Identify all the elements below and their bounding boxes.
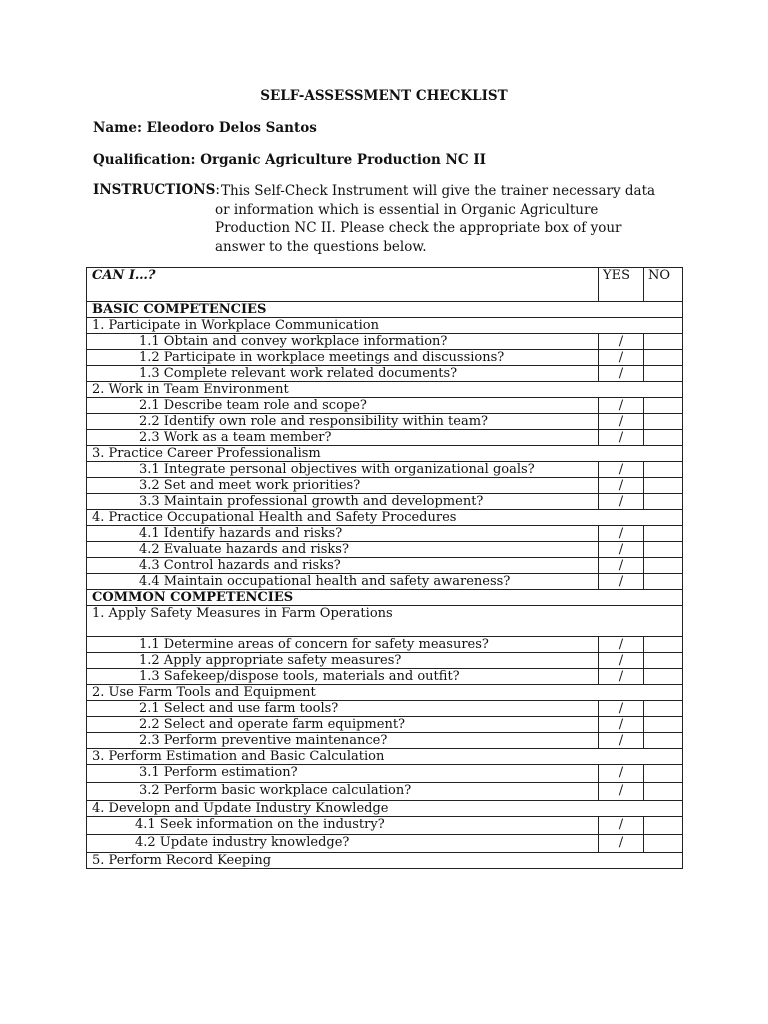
checklist-question: 2.3 Work as a team member? <box>87 430 599 446</box>
no-check-cell <box>644 817 683 835</box>
yes-check-cell: / <box>599 350 644 366</box>
header-yes: YES <box>599 268 644 302</box>
competency-title: 5. Perform Record Keeping <box>87 853 683 869</box>
checklist-question: 4.4 Maintain occupational health and safety awareness? <box>87 574 599 590</box>
yes-check-cell: / <box>599 783 644 801</box>
competency-title: 2. Work in Team Environment <box>87 382 683 398</box>
competency-title-row <box>87 853 683 869</box>
checklist-question: 4.2 Evaluate hazards and risks? <box>87 542 599 558</box>
checklist-table <box>86 267 683 869</box>
checklist-question: 3.2 Perform basic workplace calculation? <box>87 783 599 801</box>
checklist-item-row <box>87 414 683 430</box>
checklist-item-row <box>87 717 683 733</box>
checklist-question: 3.2 Set and meet work priorities? <box>87 478 599 494</box>
yes-check-cell: / <box>599 366 644 382</box>
checklist-item-row <box>87 653 683 669</box>
competency-title: 4. Developn and Update Industry Knowledge <box>87 801 683 817</box>
competency-title-row <box>87 606 683 637</box>
no-check-cell <box>644 717 683 733</box>
competency-title: 3. Practice Career Professionalism <box>87 446 683 462</box>
checklist-item-row <box>87 637 683 653</box>
instructions-first-line: This Self-Check Instrument will give the trainer necessary data <box>221 183 656 199</box>
checklist-item-row <box>87 817 683 835</box>
document-title: SELF-ASSESSMENT CHECKLIST <box>260 88 508 104</box>
checklist-item-row <box>87 701 683 717</box>
checklist-question: 1.2 Participate in workplace meetings and discussions? <box>87 350 599 366</box>
yes-check-cell: / <box>599 669 644 685</box>
checklist-question: 2.1 Describe team role and scope? <box>87 398 599 414</box>
competency-title-row <box>87 446 683 462</box>
name-line: Name: Eleodoro Delos Santos <box>93 120 317 136</box>
no-check-cell <box>644 526 683 542</box>
no-check-cell <box>644 653 683 669</box>
checklist-question: 4.1 Identify hazards and risks? <box>87 526 599 542</box>
competency-title-row <box>87 749 683 765</box>
yes-check-cell: / <box>599 334 644 350</box>
no-check-cell <box>644 733 683 749</box>
checklist-question: 3.1 Perform estimation? <box>87 765 599 783</box>
competency-title-row <box>87 382 683 398</box>
checklist-question: 4.3 Control hazards and risks? <box>87 558 599 574</box>
instructions-rest: or information which is essential in Organic Agriculture Production NC II. Please check the appropriate box of your answer to the questions below. <box>215 201 622 255</box>
checklist-item-row <box>87 669 683 685</box>
checklist-question: 2.2 Select and operate farm equipment? <box>87 717 599 733</box>
checklist-question: 3.1 Integrate personal objectives with organizational goals? <box>87 462 599 478</box>
yes-check-cell: / <box>599 558 644 574</box>
yes-check-cell: / <box>599 494 644 510</box>
no-check-cell <box>644 350 683 366</box>
no-check-cell <box>644 835 683 853</box>
competency-title-row <box>87 318 683 334</box>
common-competencies-title: COMMON COMPETENCIES <box>87 590 683 606</box>
instructions-label: INSTRUCTIONS: <box>93 182 220 198</box>
checklist-question: 1.1 Determine areas of concern for safety measures? <box>87 637 599 653</box>
yes-check-cell: / <box>599 542 644 558</box>
checklist-item-row <box>87 398 683 414</box>
checklist-question: 2.1 Select and use farm tools? <box>87 701 599 717</box>
competency-title-row <box>87 801 683 817</box>
checklist-item-row <box>87 526 683 542</box>
basic-competencies-row <box>87 302 683 318</box>
header-no: NO <box>644 268 683 302</box>
no-check-cell <box>644 430 683 446</box>
no-check-cell <box>644 366 683 382</box>
yes-check-cell: / <box>599 733 644 749</box>
no-check-cell <box>644 462 683 478</box>
checklist-question: 2.2 Identify own role and responsibility within team? <box>87 414 599 430</box>
common-competencies-row <box>87 590 683 606</box>
checklist-item-row <box>87 366 683 382</box>
yes-check-cell: / <box>599 478 644 494</box>
no-check-cell <box>644 574 683 590</box>
no-check-cell <box>644 542 683 558</box>
checklist-item-row <box>87 494 683 510</box>
no-check-cell <box>644 478 683 494</box>
competency-title: 1. Apply Safety Measures in Farm Operations <box>87 606 683 637</box>
competency-title: 2. Use Farm Tools and Equipment <box>87 685 683 701</box>
no-check-cell <box>644 494 683 510</box>
checklist-item-row <box>87 835 683 853</box>
qualification-line: Qualification: Organic Agriculture Production NC II <box>93 152 486 168</box>
yes-check-cell: / <box>599 835 644 853</box>
competency-title: 3. Perform Estimation and Basic Calculation <box>87 749 683 765</box>
competency-title: 1. Participate in Workplace Communication <box>87 318 683 334</box>
no-check-cell <box>644 637 683 653</box>
yes-check-cell: / <box>599 653 644 669</box>
checklist-item-row <box>87 783 683 801</box>
checklist-item-row <box>87 462 683 478</box>
yes-check-cell: / <box>599 817 644 835</box>
no-check-cell <box>644 414 683 430</box>
checklist-item-row <box>87 574 683 590</box>
no-check-cell <box>644 398 683 414</box>
yes-check-cell: / <box>599 765 644 783</box>
yes-check-cell: / <box>599 462 644 478</box>
header-can: CAN I…? <box>87 268 599 302</box>
checklist-question: 1.2 Apply appropriate safety measures? <box>87 653 599 669</box>
no-check-cell <box>644 334 683 350</box>
no-check-cell <box>644 701 683 717</box>
no-check-cell <box>644 558 683 574</box>
checklist-question: 4.2 Update industry knowledge? <box>87 835 599 853</box>
yes-check-cell: / <box>599 701 644 717</box>
yes-check-cell: / <box>599 430 644 446</box>
yes-check-cell: / <box>599 526 644 542</box>
checklist-question: 4.1 Seek information on the industry? <box>87 817 599 835</box>
competency-title-row <box>87 510 683 526</box>
checklist-question: 1.3 Safekeep/dispose tools, materials and outfit? <box>87 669 599 685</box>
checklist-item-row <box>87 733 683 749</box>
basic-competencies-title: BASIC COMPETENCIES <box>87 302 683 318</box>
checklist-item-row <box>87 350 683 366</box>
no-check-cell <box>644 783 683 801</box>
header-row <box>87 268 683 302</box>
checklist-item-row <box>87 430 683 446</box>
yes-check-cell: / <box>599 637 644 653</box>
no-check-cell <box>644 765 683 783</box>
checklist-question: 3.3 Maintain professional growth and development? <box>87 494 599 510</box>
checklist-item-row <box>87 334 683 350</box>
yes-check-cell: / <box>599 398 644 414</box>
no-check-cell <box>644 669 683 685</box>
checklist-question: 2.3 Perform preventive maintenance? <box>87 733 599 749</box>
competency-title: 4. Practice Occupational Health and Safety Procedures <box>87 510 683 526</box>
checklist-item-row <box>87 765 683 783</box>
yes-check-cell: / <box>599 717 644 733</box>
yes-check-cell: / <box>599 414 644 430</box>
checklist-question: 1.1 Obtain and convey workplace information? <box>87 334 599 350</box>
checklist-item-row <box>87 558 683 574</box>
competency-title-row <box>87 685 683 701</box>
yes-check-cell: / <box>599 574 644 590</box>
checklist-item-row <box>87 542 683 558</box>
checklist-item-row <box>87 478 683 494</box>
checklist-question: 1.3 Complete relevant work related documents? <box>87 366 599 382</box>
